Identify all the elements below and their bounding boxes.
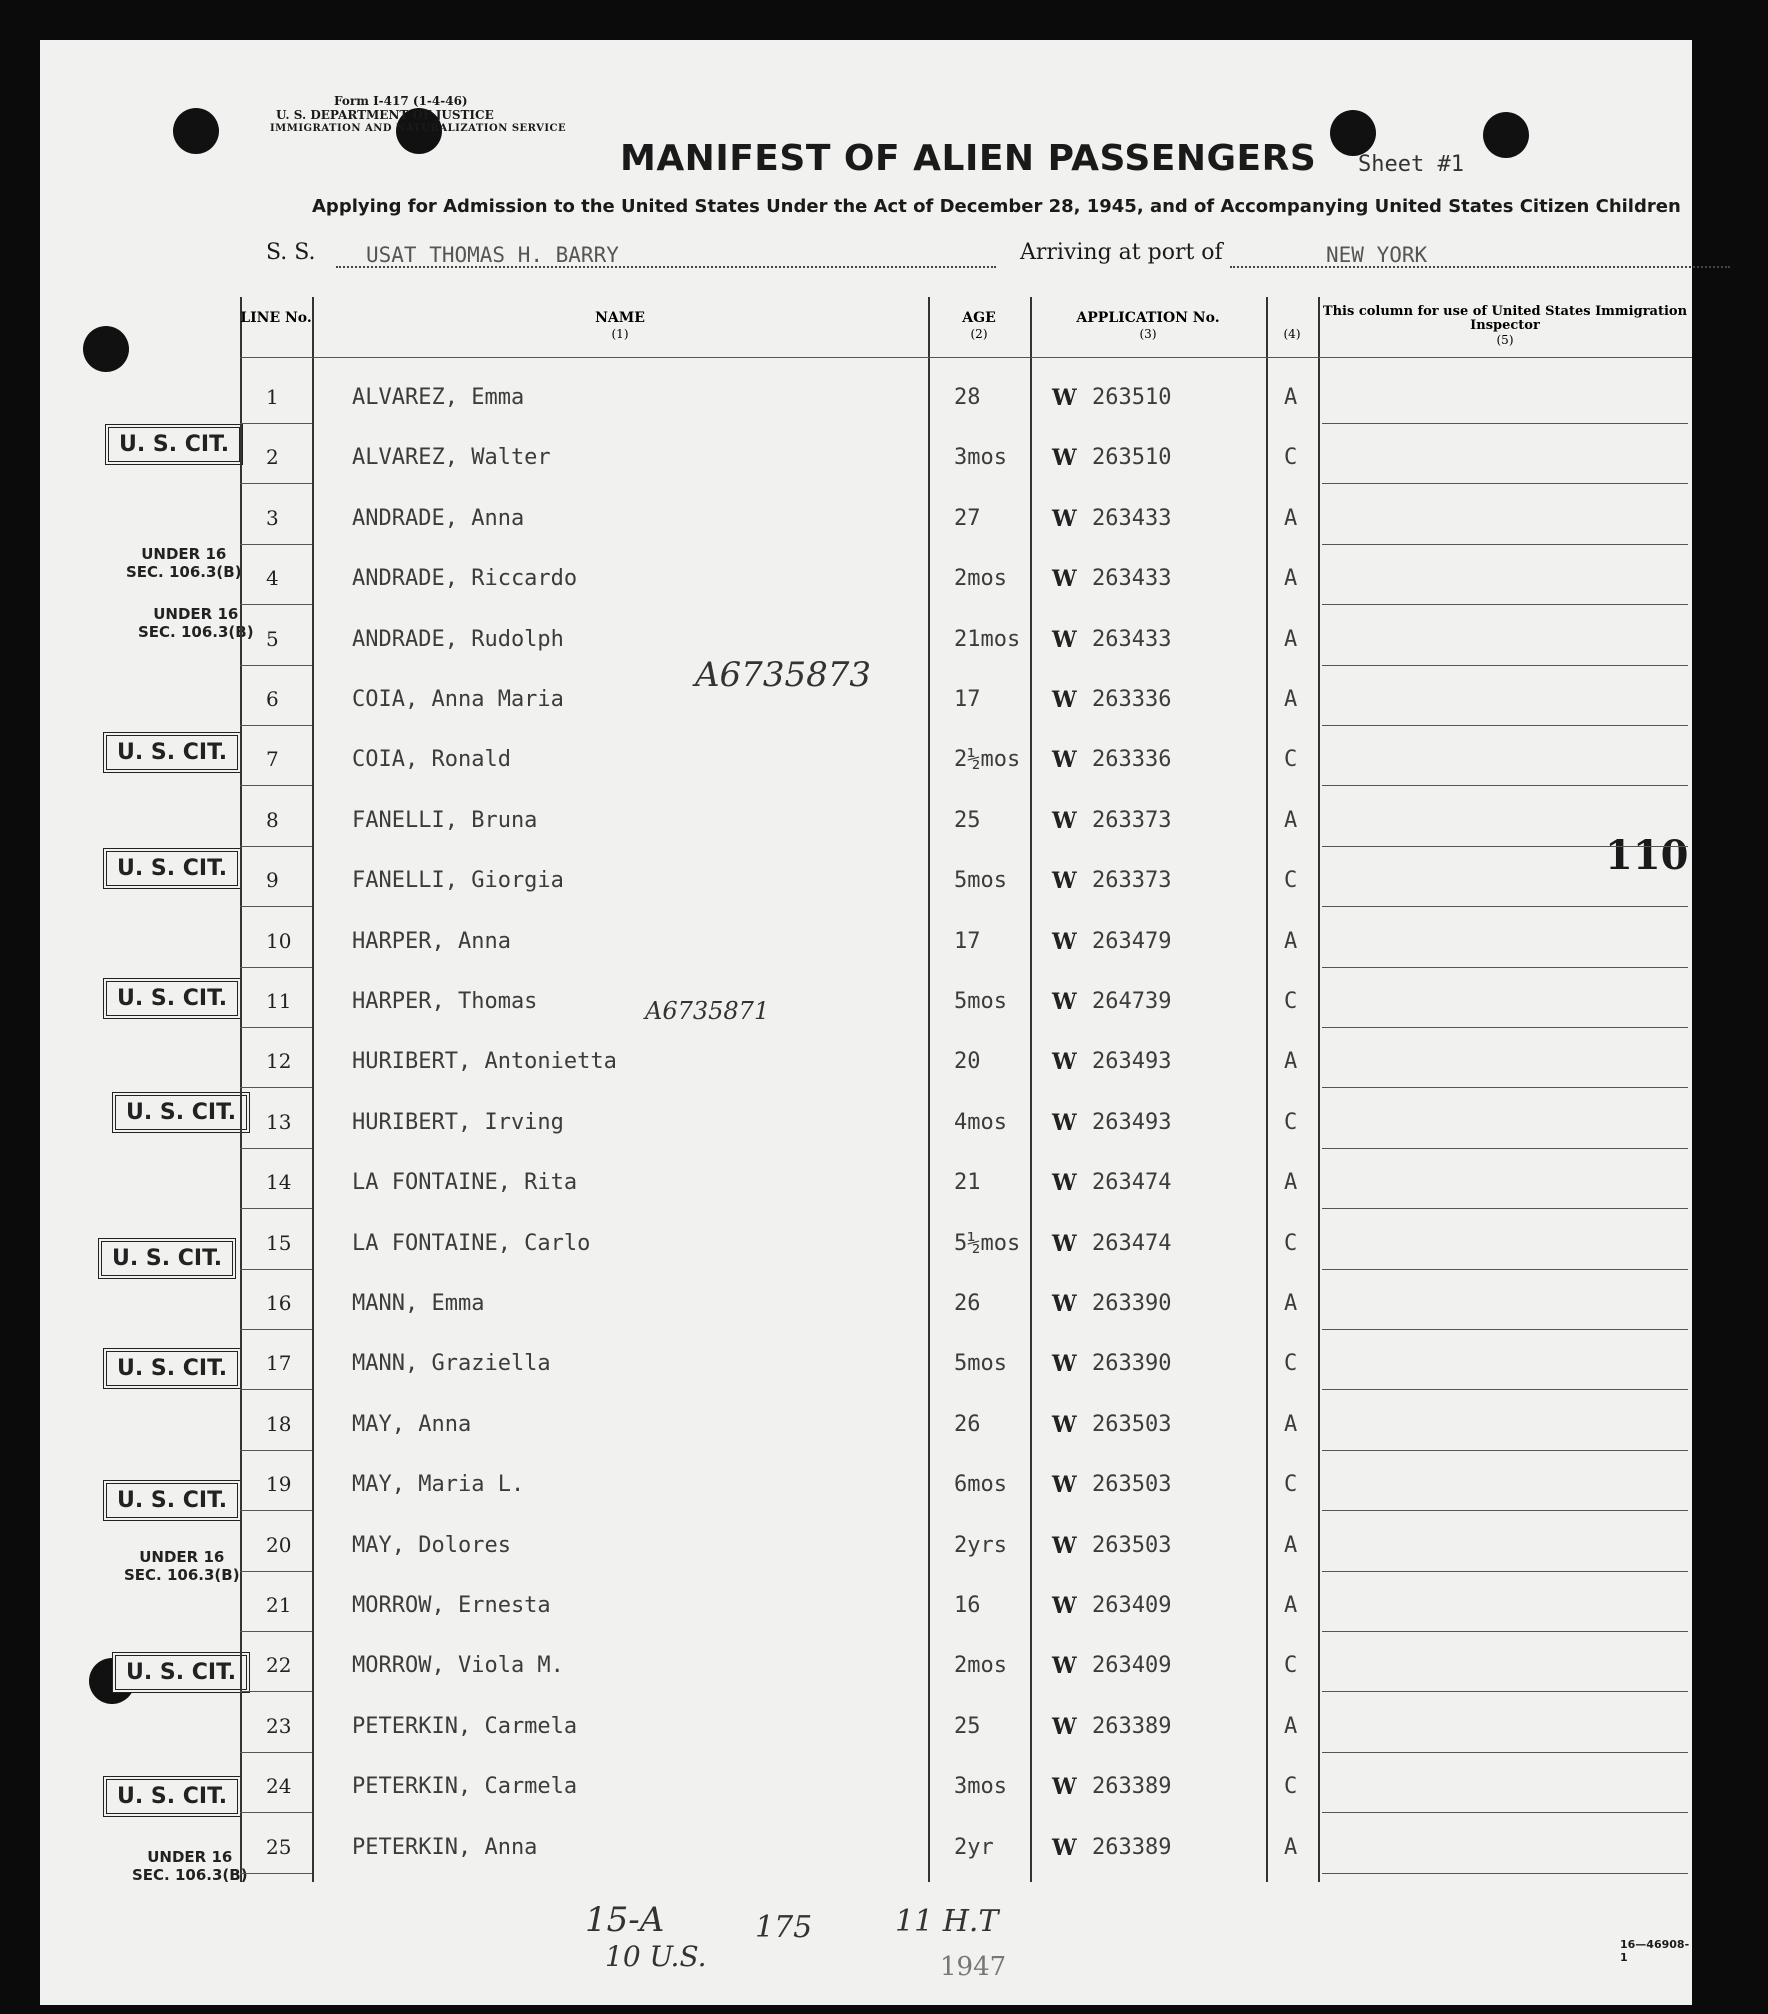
ship-line xyxy=(266,240,1736,270)
row-name: LA FONTAINE, Rita xyxy=(352,1170,578,1196)
form-code: 16—46908-1 xyxy=(1620,1938,1690,1964)
form-header xyxy=(250,94,566,136)
row-w-prefix: W xyxy=(1052,1291,1077,1317)
row-w-prefix: W xyxy=(1052,445,1077,472)
row-name: MORROW, Viola M. xyxy=(352,1653,564,1679)
row-col4-code: C xyxy=(1284,747,1298,773)
row-age: 26 xyxy=(954,1411,981,1437)
row-application-number: 263503 xyxy=(1092,1411,1172,1437)
table-row xyxy=(240,1335,1692,1395)
rule-line xyxy=(240,1269,312,1270)
row-w-prefix: W xyxy=(1052,1411,1077,1438)
row-age: 5mos xyxy=(954,868,1007,894)
rule-line xyxy=(240,544,312,545)
row-line-number: 13 xyxy=(266,1109,292,1134)
row-application-number: 263433 xyxy=(1092,626,1172,652)
row-name: ANDRADE, Riccardo xyxy=(352,566,578,592)
row-w-prefix: W xyxy=(1052,1532,1077,1559)
row-application-number: 263433 xyxy=(1092,505,1172,531)
date-stamp: 1947 xyxy=(940,1952,1007,1982)
table-row xyxy=(240,490,1692,550)
row-age: 2½mos xyxy=(954,747,1021,773)
row-w-prefix: W xyxy=(1052,385,1077,411)
rule-inspector xyxy=(1322,1631,1688,1632)
row-name: MAY, Anna xyxy=(352,1411,472,1437)
row-w-prefix: W xyxy=(1052,626,1077,653)
row-line-number: 12 xyxy=(266,1049,292,1074)
row-age: 3mos xyxy=(954,1774,1007,1800)
rule-line xyxy=(240,1148,312,1149)
rule-inspector xyxy=(1322,1752,1688,1753)
row-name: COIA, Ronald xyxy=(352,747,511,773)
rule-line xyxy=(240,846,312,847)
row-line-number: 24 xyxy=(266,1774,292,1799)
table-row xyxy=(240,731,1692,791)
under16-note: UNDER 16 SEC. 106.3(B) xyxy=(132,1848,248,1884)
rule-inspector xyxy=(1322,785,1688,786)
row-age: 25 xyxy=(954,807,981,833)
row-w-prefix: W xyxy=(1052,1109,1077,1136)
row-line-number: 18 xyxy=(266,1411,292,1436)
rule-inspector xyxy=(1322,846,1688,847)
row-line-number: 8 xyxy=(266,807,279,832)
rule-line xyxy=(240,483,312,484)
row-col4-code: A xyxy=(1284,1532,1298,1558)
row-application-number: 263409 xyxy=(1092,1653,1172,1679)
table-row xyxy=(240,1698,1692,1758)
row-age: 27 xyxy=(954,505,981,531)
table-row xyxy=(240,792,1692,852)
table-row xyxy=(240,1396,1692,1456)
handwritten-note: 175 xyxy=(755,1910,813,1945)
row-w-prefix: W xyxy=(1052,1713,1077,1740)
rule-line xyxy=(240,1812,312,1813)
row-w-prefix: W xyxy=(1052,868,1077,895)
us-cit-stamp: U. S. CIT. xyxy=(105,424,243,465)
us-cit-stamp: U. S. CIT. xyxy=(112,1652,250,1693)
row-name: MANN, Graziella xyxy=(352,1351,551,1377)
row-age: 21 xyxy=(954,1170,981,1196)
table-row xyxy=(240,852,1692,912)
port-label: Arriving at port of xyxy=(1020,240,1223,265)
row-name: FANELLI, Bruna xyxy=(352,807,538,833)
ship-label: S. S. xyxy=(266,240,316,265)
us-cit-stamp: U. S. CIT. xyxy=(103,1776,241,1817)
row-col4-code: C xyxy=(1284,1351,1298,1377)
row-col4-code: C xyxy=(1284,1109,1298,1135)
us-cit-stamp: U. S. CIT. xyxy=(103,732,241,773)
under16-note: UNDER 16 SEC. 106.3(B) xyxy=(126,545,242,581)
row-age: 2yr xyxy=(954,1834,994,1860)
table-row xyxy=(240,611,1692,671)
row-line-number: 4 xyxy=(266,566,279,591)
row-line-number: 10 xyxy=(266,928,292,953)
rule-inspector xyxy=(1322,1269,1688,1270)
rule-line xyxy=(240,1873,312,1874)
col-line-header: LINE No. xyxy=(240,310,312,326)
rule-line xyxy=(240,423,312,424)
row-col4-code: C xyxy=(1284,445,1298,471)
rule-inspector xyxy=(1322,1329,1688,1330)
form-number: Form I-417 (1-4-46) xyxy=(334,94,468,108)
row-name: PETERKIN, Anna xyxy=(352,1834,538,1860)
row-line-number: 14 xyxy=(266,1170,292,1195)
row-col4-code: A xyxy=(1284,1170,1298,1196)
row-age: 28 xyxy=(954,385,981,410)
service: IMMIGRATION AND NATURALIZATION SERVICE xyxy=(270,123,567,134)
row-w-prefix: W xyxy=(1052,1774,1077,1801)
rule-inspector xyxy=(1322,967,1688,968)
rule-line xyxy=(240,785,312,786)
row-application-number: 263390 xyxy=(1092,1351,1172,1377)
row-application-number: 263510 xyxy=(1092,445,1172,471)
table-row xyxy=(240,369,1692,429)
rule-line xyxy=(240,1510,312,1511)
table-row xyxy=(240,429,1692,489)
row-col4-code: A xyxy=(1284,505,1298,531)
row-name: HARPER, Anna xyxy=(352,928,511,954)
row-application-number: 263503 xyxy=(1092,1472,1172,1498)
row-line-number: 6 xyxy=(266,687,279,711)
handwritten-note: 11 H.T xyxy=(895,1904,999,1939)
inspector-number: 110 xyxy=(1605,832,1689,879)
table-row xyxy=(240,1456,1692,1516)
row-application-number: 264739 xyxy=(1092,989,1172,1014)
row-name: ALVAREZ, Walter xyxy=(352,445,551,471)
ship-name: USAT THOMAS H. BARRY xyxy=(366,243,619,267)
row-application-number: 263479 xyxy=(1092,928,1172,954)
rule-line xyxy=(240,1027,312,1028)
row-col4-code: A xyxy=(1284,1049,1298,1075)
row-col4-code: C xyxy=(1284,1230,1298,1256)
table-row xyxy=(240,973,1692,1033)
row-line-number: 20 xyxy=(266,1532,292,1557)
sheet-number: Sheet #1 xyxy=(1358,152,1464,177)
table-row xyxy=(240,913,1692,973)
rule-line xyxy=(240,1571,312,1572)
row-col4-code: A xyxy=(1284,1291,1298,1316)
rule-line xyxy=(240,725,312,726)
table-row xyxy=(240,550,1692,610)
row-age: 5½mos xyxy=(954,1230,1021,1256)
table-row xyxy=(240,1758,1692,1818)
under16-note: UNDER 16 SEC. 106.3(B) xyxy=(124,1548,240,1584)
row-line-number: 22 xyxy=(266,1653,292,1678)
rule-line xyxy=(240,1631,312,1632)
row-w-prefix: W xyxy=(1052,1170,1077,1197)
rule-inspector xyxy=(1322,1571,1688,1572)
row-age: 6mos xyxy=(954,1472,1007,1498)
row-w-prefix: W xyxy=(1052,566,1077,593)
rule-inspector xyxy=(1322,725,1688,726)
table-row xyxy=(240,1577,1692,1637)
row-line-number: 21 xyxy=(266,1593,292,1617)
row-name: PETERKIN, Carmela xyxy=(352,1713,578,1739)
col-4-header: (4) xyxy=(1283,327,1301,341)
row-line-number: 16 xyxy=(266,1291,292,1315)
row-col4-code: A xyxy=(1284,1593,1298,1618)
row-col4-code: A xyxy=(1284,626,1298,652)
row-name: HURIBERT, Antonietta xyxy=(352,1049,617,1075)
row-name: MAY, Maria L. xyxy=(352,1472,525,1498)
table-row xyxy=(240,1094,1692,1154)
handwritten-a-number: A6735873 xyxy=(695,655,871,695)
row-w-prefix: W xyxy=(1052,1230,1077,1257)
handwritten-a-number: A6735871 xyxy=(645,997,770,1025)
row-age: 3mos xyxy=(954,445,1007,471)
rule-line xyxy=(240,1208,312,1209)
row-application-number: 263493 xyxy=(1092,1109,1172,1135)
rule-line xyxy=(240,1389,312,1390)
row-w-prefix: W xyxy=(1052,1472,1077,1499)
rule-line xyxy=(240,967,312,968)
rule-inspector xyxy=(1322,1510,1688,1511)
row-name: HARPER, Thomas xyxy=(352,989,538,1014)
row-age: 5mos xyxy=(954,989,1007,1014)
punch-hole xyxy=(83,326,129,372)
row-age: 21mos xyxy=(954,626,1021,652)
rule-line xyxy=(240,1087,312,1088)
row-line-number: 2 xyxy=(266,445,279,470)
row-w-prefix: W xyxy=(1052,687,1077,713)
us-cit-stamp: U. S. CIT. xyxy=(103,1348,241,1389)
rule-inspector xyxy=(1322,1691,1688,1692)
row-line-number: 5 xyxy=(266,626,279,651)
row-name: PETERKIN, Carmela xyxy=(352,1774,578,1800)
row-w-prefix: W xyxy=(1052,1834,1077,1861)
rule-inspector xyxy=(1322,1450,1688,1451)
us-cit-stamp: U. S. CIT. xyxy=(103,1480,241,1521)
row-age: 20 xyxy=(954,1049,981,1075)
row-application-number: 263389 xyxy=(1092,1713,1172,1739)
rule-inspector xyxy=(1322,1087,1688,1088)
row-line-number: 3 xyxy=(266,505,279,530)
row-name: LA FONTAINE, Carlo xyxy=(352,1230,591,1256)
rule-inspector xyxy=(1322,906,1688,907)
row-application-number: 263474 xyxy=(1092,1170,1172,1196)
table-row xyxy=(240,1033,1692,1093)
row-age: 17 xyxy=(954,687,981,712)
row-col4-code: A xyxy=(1284,928,1298,954)
rule-inspector xyxy=(1322,544,1688,545)
rule-inspector xyxy=(1322,1027,1688,1028)
punch-hole xyxy=(173,108,219,154)
us-cit-stamp: U. S. CIT. xyxy=(112,1092,250,1133)
rule-inspector xyxy=(1322,665,1688,666)
row-w-prefix: W xyxy=(1052,747,1077,774)
row-age: 16 xyxy=(954,1593,981,1618)
rule-line xyxy=(240,665,312,666)
row-line-number: 17 xyxy=(266,1351,292,1376)
department: U. S. DEPARTMENT OF JUSTICE xyxy=(276,108,494,122)
row-line-number: 15 xyxy=(266,1230,292,1255)
rule-inspector xyxy=(1322,423,1688,424)
rule-inspector xyxy=(1322,1873,1688,1874)
row-application-number: 263336 xyxy=(1092,747,1172,773)
table-row xyxy=(240,1275,1692,1335)
col-app-header: APPLICATION No. (3) xyxy=(1076,310,1220,341)
row-col4-code: A xyxy=(1284,1713,1298,1739)
row-w-prefix: W xyxy=(1052,505,1077,532)
row-age: 5mos xyxy=(954,1351,1007,1377)
rule-line xyxy=(240,604,312,605)
row-application-number: 263433 xyxy=(1092,566,1172,592)
row-line-number: 11 xyxy=(266,989,292,1013)
row-w-prefix: W xyxy=(1052,928,1077,955)
punch-hole xyxy=(1483,112,1529,158)
row-line-number: 7 xyxy=(266,747,279,772)
row-col4-code: C xyxy=(1284,989,1298,1014)
row-w-prefix: W xyxy=(1052,1653,1077,1680)
under16-note: UNDER 16 SEC. 106.3(B) xyxy=(138,605,254,641)
row-age: 2yrs xyxy=(954,1532,1007,1558)
col-age-header: AGE (2) xyxy=(962,310,996,341)
row-w-prefix: W xyxy=(1052,1351,1077,1378)
row-name: MORROW, Ernesta xyxy=(352,1593,551,1618)
rule-line xyxy=(240,1450,312,1451)
rule-inspector xyxy=(1322,1812,1688,1813)
rule-line xyxy=(240,1752,312,1753)
handwritten-note: 15-A xyxy=(585,1900,665,1940)
row-line-number: 1 xyxy=(266,385,279,409)
row-w-prefix: W xyxy=(1052,1593,1077,1619)
manifest-table xyxy=(240,297,1692,1882)
punch-hole xyxy=(1330,110,1376,156)
table-row xyxy=(240,1517,1692,1577)
row-name: MAY, Dolores xyxy=(352,1532,511,1558)
row-age: 2mos xyxy=(954,566,1007,592)
row-application-number: 263390 xyxy=(1092,1291,1172,1316)
row-application-number: 263474 xyxy=(1092,1230,1172,1256)
us-cit-stamp: U. S. CIT. xyxy=(98,1238,236,1279)
row-line-number: 23 xyxy=(266,1713,292,1738)
row-age: 2mos xyxy=(954,1653,1007,1679)
row-col4-code: A xyxy=(1284,687,1298,712)
table-row xyxy=(240,1819,1692,1879)
row-col4-code: C xyxy=(1284,868,1298,894)
rule-inspector xyxy=(1322,1148,1688,1149)
row-col4-code: A xyxy=(1284,566,1298,592)
us-cit-stamp: U. S. CIT. xyxy=(103,978,241,1019)
row-application-number: 263389 xyxy=(1092,1774,1172,1800)
handwritten-note: 10 U.S. xyxy=(605,1940,707,1973)
row-application-number: 263510 xyxy=(1092,385,1172,410)
table-row xyxy=(240,1637,1692,1697)
row-age: 4mos xyxy=(954,1109,1007,1135)
row-col4-code: A xyxy=(1284,1411,1298,1437)
row-line-number: 19 xyxy=(266,1472,292,1497)
row-w-prefix: W xyxy=(1052,1049,1077,1076)
row-age: 17 xyxy=(954,928,981,954)
row-application-number: 263336 xyxy=(1092,687,1172,712)
row-age: 26 xyxy=(954,1291,981,1316)
table-row xyxy=(240,1215,1692,1275)
page-title: MANIFEST OF ALIEN PASSENGERS xyxy=(620,138,1317,179)
row-name: ALVAREZ, Emma xyxy=(352,385,525,410)
table-row xyxy=(240,671,1692,731)
row-col4-code: C xyxy=(1284,1774,1298,1800)
row-w-prefix: W xyxy=(1052,989,1077,1015)
row-application-number: 263493 xyxy=(1092,1049,1172,1075)
row-col4-code: C xyxy=(1284,1653,1298,1679)
row-line-number: 9 xyxy=(266,868,279,893)
row-name: ANDRADE, Rudolph xyxy=(352,626,564,652)
row-application-number: 263503 xyxy=(1092,1532,1172,1558)
row-application-number: 263409 xyxy=(1092,1593,1172,1618)
rule-line xyxy=(240,906,312,907)
row-application-number: 263373 xyxy=(1092,807,1172,833)
row-name: COIA, Anna Maria xyxy=(352,687,564,712)
port-name: NEW YORK xyxy=(1326,243,1428,267)
col-inspector-header: This column for use of United States Immigration Inspector (5) xyxy=(1322,304,1688,347)
rule-line xyxy=(240,1329,312,1330)
rule-inspector xyxy=(1322,483,1688,484)
row-age: 25 xyxy=(954,1713,981,1739)
rule-inspector xyxy=(1322,1389,1688,1390)
subtitle: Applying for Admission to the United States Under the Act of December 28, 1945, and of Accompanying United States Citizen Children xyxy=(312,196,1681,217)
row-col4-code: A xyxy=(1284,385,1298,410)
rule-line xyxy=(240,1691,312,1692)
row-col4-code: C xyxy=(1284,1472,1298,1498)
row-w-prefix: W xyxy=(1052,807,1077,834)
col-name-header: NAME (1) xyxy=(595,310,645,341)
row-application-number: 263373 xyxy=(1092,868,1172,894)
row-line-number: 25 xyxy=(266,1834,292,1859)
row-name: HURIBERT, Irving xyxy=(352,1109,564,1135)
rule-inspector xyxy=(1322,1208,1688,1209)
row-col4-code: A xyxy=(1284,1834,1298,1860)
row-name: ANDRADE, Anna xyxy=(352,505,525,531)
table-row xyxy=(240,1154,1692,1214)
row-name: MANN, Emma xyxy=(352,1291,485,1316)
us-cit-stamp: U. S. CIT. xyxy=(103,848,241,889)
row-application-number: 263389 xyxy=(1092,1834,1172,1860)
row-name: FANELLI, Giorgia xyxy=(352,868,564,894)
row-col4-code: A xyxy=(1284,807,1298,833)
rule-inspector xyxy=(1322,604,1688,605)
